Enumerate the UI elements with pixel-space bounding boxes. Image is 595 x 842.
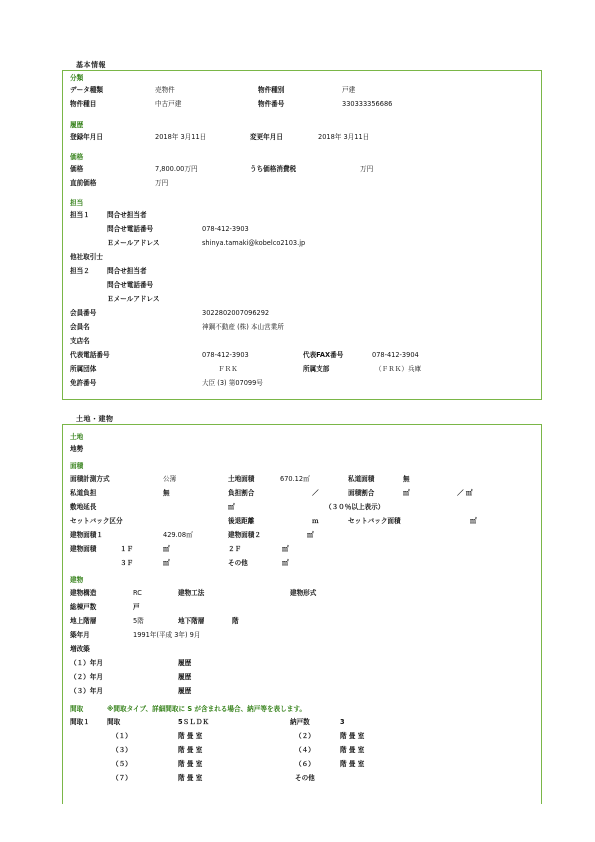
method-label: 建物工法 [178,589,205,597]
closet-label: 納戸数 [290,718,310,726]
floor2-label: ２Ｆ [228,545,242,553]
area-ratio-slash: ／ ㎡ [457,489,473,497]
member-no-value: 3022802007096292 [202,309,270,317]
closet-value: 3 [340,718,345,726]
structure-label: 建物構造 [70,589,97,597]
room-value: 階 畳 室 [178,746,203,754]
member-name-value: 神鋼不動産 (株) 本山営業所 [202,323,284,331]
branch-office-label: 所属支部 [303,365,330,373]
built-label: 築年月 [70,631,90,639]
bld-area1-label: 建物面積１ [70,531,103,539]
inquiry-person-label: 問合せ担当者 [107,211,147,219]
below-label: 地下階層 [178,617,205,625]
basic-info-panel [62,70,542,400]
other2-label: その他 [295,774,315,782]
rep-fax-label: 代表FAX番号 [303,351,344,359]
renov1-label: （１）年月 [70,659,103,667]
contact-heading: 担当 [70,199,84,207]
room-value: 階 畳 室 [178,732,203,740]
room-value: 階 畳 室 [340,732,365,740]
member-name-label: 会員名 [70,323,90,331]
member-no-label: 会員番号 [70,309,97,317]
setback-area-unit: ㎡ [470,517,477,525]
layout1-label: 間取１ [70,718,90,726]
prev-price-label: 直前価格 [70,179,97,187]
room-label: （３） [112,746,132,754]
floor3-label: ３Ｆ [120,559,134,567]
area-ratio-label: 面積割合 [348,489,375,497]
burden-ratio-value: ／ [312,489,319,497]
below-value: 階 [232,617,239,625]
section-title-land-building: 土地・建物 [76,415,114,423]
upd-date-value: 2018年 3月11日 [318,133,370,141]
deck-unit: ｍ [312,517,319,525]
building-heading: 建物 [70,576,84,584]
renov2-value: 履歴 [178,673,192,681]
prop-item-value: 中古戸建 [155,100,182,108]
group-value: ＦＲＫ [218,365,238,373]
email2-label: Ｅメールアドレス [107,295,160,303]
room-value: 階 畳 室 [340,760,365,768]
data-type-label: データ種類 [70,86,103,94]
frontage-note: （３０％以上表示） [325,503,385,511]
layout-heading: 間取 [70,705,84,713]
area-ratio-unit: ㎡ [403,489,410,497]
frontage-label: 敷地延長 [70,503,97,511]
layout-type-value: 5ＳＬＤＫ [178,718,209,726]
prop-no-value: 330333356686 [342,100,393,108]
land-value: 地勢 [70,445,84,453]
reg-date-value: 2018年 3月11日 [155,133,207,141]
floor2-unit: ㎡ [282,545,289,553]
room-value: 階 畳 室 [340,746,365,754]
room-label: （５） [112,760,132,768]
price-heading: 価格 [70,153,84,161]
email-value: shinya.tamaki@kobelco2103.jp [202,239,306,247]
tax-value: 万円 [360,165,374,173]
license-value: 大臣 (3) 第07099号 [202,379,263,387]
calc-value: 公簿 [163,475,177,483]
bld-area2-unit: ㎡ [307,531,314,539]
category-heading: 分類 [70,74,84,82]
frontage-unit: ㎡ [228,503,235,511]
above-value: 5階 [133,617,144,625]
prop-kind-label: 物件種別 [258,86,285,94]
inquiry-tel-label: 問合せ電話番号 [107,225,154,233]
land-heading: 土地 [70,433,84,441]
floor1-unit: ㎡ [163,545,170,553]
above-label: 地上階層 [70,617,97,625]
floor3-unit: ㎡ [163,559,170,567]
license-label: 免許番号 [70,379,97,387]
rep-tel-label: 代表電話番号 [70,351,110,359]
room-label: （６） [295,760,315,768]
renov1-value: 履歴 [178,659,192,667]
area-heading: 面積 [70,462,84,470]
rep-tel-value: 078-412-3903 [202,351,249,359]
units-value: 戸 [133,603,140,611]
private-burden-value: 無 [163,489,170,497]
layout-note: ※間取タイプ、詳細間取に S が含まれる場合、納戸等を表します。 [107,705,306,713]
prev-price-value: 万円 [155,179,169,187]
renov3-value: 履歴 [178,687,192,695]
calc-label: 面積計測方式 [70,475,110,483]
form-label: 建物形式 [290,589,317,597]
room-value: 階 畳 室 [178,760,203,768]
setback-area-label: セットバック面積 [348,517,401,525]
inquiry-tel-value: 078-412-3903 [202,225,249,233]
price-value: 7,800.00万円 [155,165,198,173]
structure-value: RC [133,589,142,597]
private-road-value: 無 [403,475,410,483]
branch-label: 支店名 [70,337,90,345]
floor1-label: １Ｆ [120,545,134,553]
land-area-label: 土地面積 [228,475,255,483]
upd-date-label: 変更年月日 [250,133,283,141]
group-label: 所属団体 [70,365,97,373]
room-label: （２） [295,732,315,740]
prop-no-label: 物件番号 [258,100,285,108]
private-burden-label: 私道負担 [70,489,97,497]
built-value: 1991年(平成 3年) 9月 [133,631,201,639]
bld-area2-label: 建物面積２ [228,531,261,539]
inquiry-person2-label: 問合せ担当者 [107,267,147,275]
prop-kind-value: 戸建 [342,86,356,94]
floor-area-label: 建物面積 [70,545,97,553]
email-label: Ｅメールアドレス [107,239,160,247]
reg-date-label: 登録年月日 [70,133,103,141]
room-label: （１） [112,732,132,740]
renov2-label: （２）年月 [70,673,103,681]
prop-item-label: 物件種目 [70,100,97,108]
room-label: （４） [295,746,315,754]
rep-fax-value: 078-412-3904 [372,351,419,359]
staff1-label: 担当１ [70,211,90,219]
bld-area1-value: 429.08㎡ [163,531,193,539]
staff2-label: 担当２ [70,267,90,275]
price-label: 価格 [70,165,84,173]
history-heading: 履歴 [70,121,84,129]
private-road-label: 私道面積 [348,475,375,483]
data-type-value: 売物件 [155,86,175,94]
setback-label: セットバック区分 [70,517,123,525]
branch-office-value: （ＦＲＫ）兵庫 [375,365,422,373]
other-label: その他 [228,559,248,567]
renov-heading: 増改築 [70,645,90,653]
renov3-label: （３）年月 [70,687,103,695]
other-agent-label: 他社取引士 [70,253,103,261]
other-unit: ㎡ [282,559,289,567]
units-label: 総棟戸数 [70,603,97,611]
layout-sub-label: 間取 [107,718,121,726]
land-area-value: 670.12㎡ [280,475,310,483]
burden-ratio-label: 負担割合 [228,489,255,497]
section-title-basic: 基本情報 [76,61,106,69]
inquiry-tel2-label: 問合せ電話番号 [107,281,154,289]
deck-label: 後退距離 [228,517,255,525]
room-value: 階 畳 室 [178,774,203,782]
tax-label: うち価格消費税 [250,165,297,173]
room-label: （７） [112,774,132,782]
